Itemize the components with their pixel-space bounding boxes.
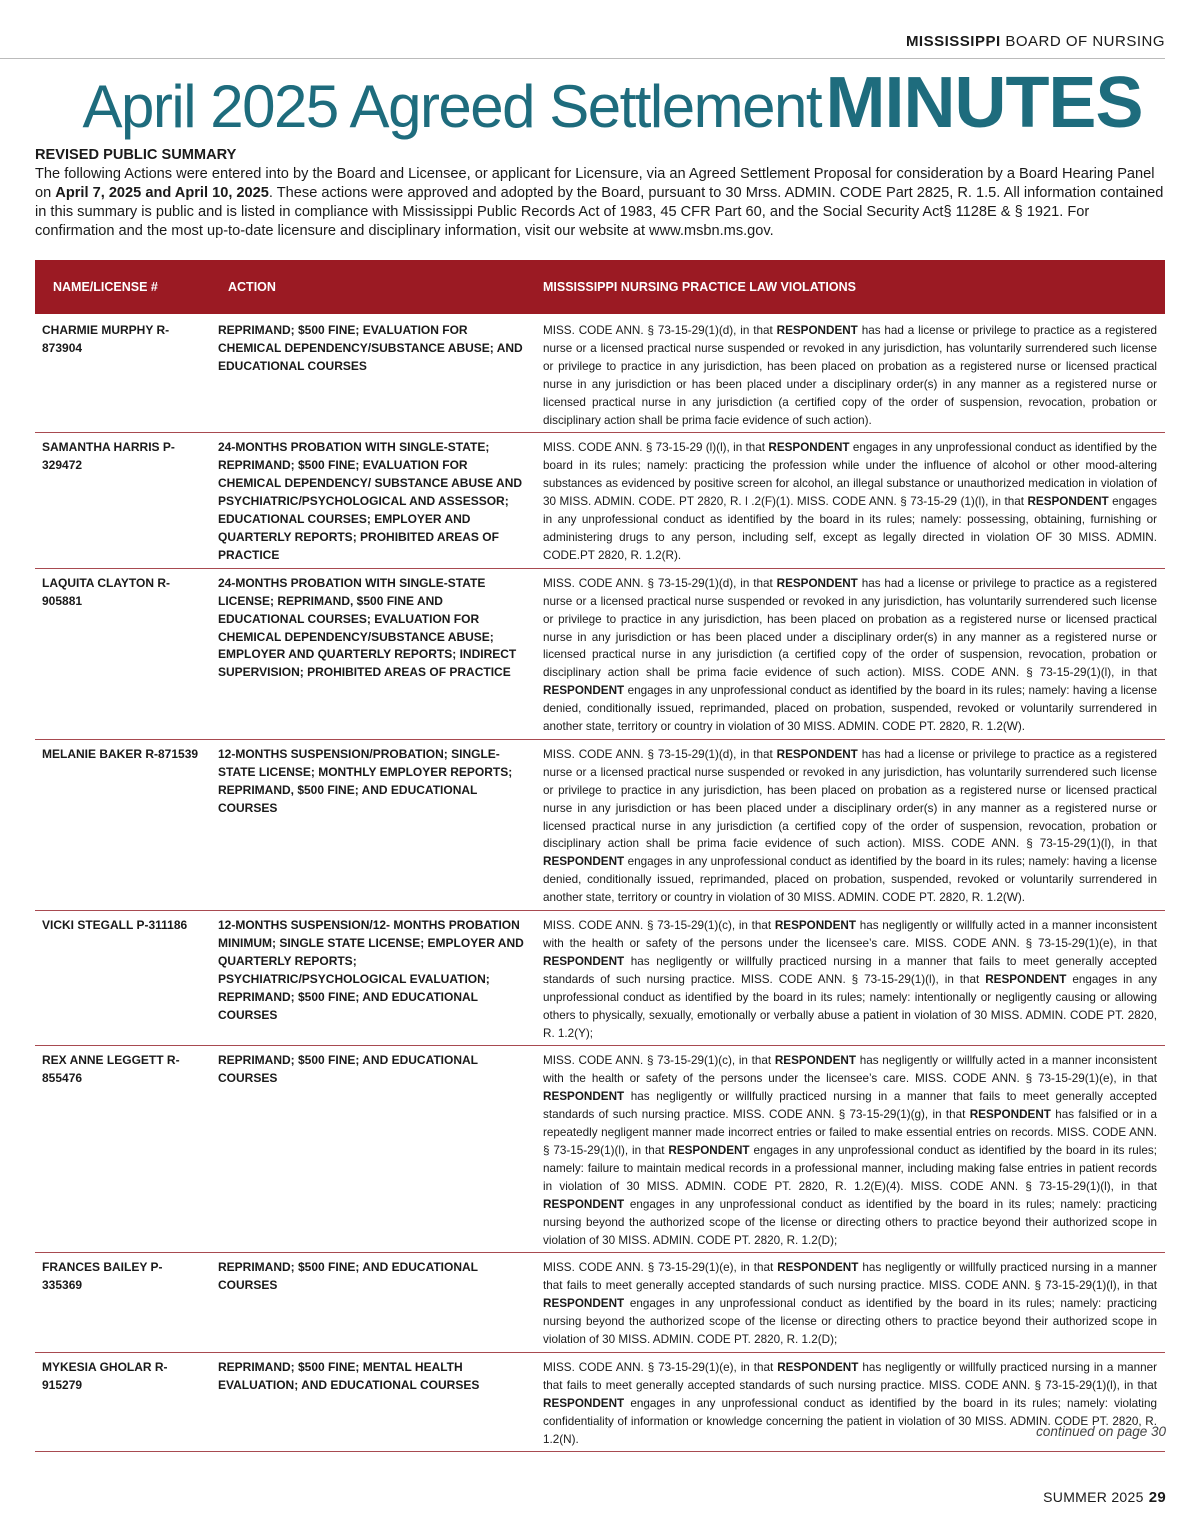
row-action: REPRIMAND; $500 FINE; AND EDUCATIONAL COURSES [210,1253,535,1353]
table-row [35,314,1165,433]
respondent-term: RESPONDENT [543,1297,625,1311]
row-violations: MISS. CODE ANN. § 73-15-29(1)(e), in that RESPONDENT has negligently or willfully practiced nursing in a manner that fails to meet generally accepted standards of such nursing practice. MISS. CODE ANN. § 73-15-29(1)(l), in that RESPONDENT engages in any unprofessional conduct as identified by the board in its rules; namely: practicing nursing beyond the authorized scope of the license or directing others to practice beyond their authorized scope in violation of 30 MISS. ADMIN. CODE PT. 2820, R. 1.2(D); [535,1253,1165,1353]
respondent-term: RESPONDENT [774,919,857,933]
page-folio [1043,1489,1166,1506]
row-violations: MISS. CODE ANN. § 73-15-29(1)(e), in that RESPONDENT has negligently or willfully practiced nursing in a manner that fails to meet generally accepted standards of such nursing practice. MISS. CODE ANN. § 73-15-29(1)(l), in that RESPONDENT engages in any unprofessional conduct as identified by the board in its rules; namely: violating confidentiality of information or knowledge concerning the patient in violation of 30 MISS. ADMIN. CODE PT. 2820, R. 1.2(N). [535,1352,1165,1452]
respondent-term: RESPONDENT [777,1360,859,1374]
row-violations: MISS. CODE ANN. § 73-15-29(1)(c), in that RESPONDENT has negligently or willfully acted in a manner inconsistent with the health or safety of the persons under the licensee’s care. MISS. CODE ANN. § 73-15-29(1)(e), in that RESPONDENT has negligently or willfully practiced nursing in a manner that fails to meet generally accepted standards of such nursing practice. MISS. CODE ANN. § 73-15-29(1)(l), in that RESPONDENT engages in any unprofessional conduct as identified by the board in its rules; namely: intentionally or negligently causing or allowing others to physically, sexually, emotionally or verbally abuse a patient in violation of 30 MISS. ADMIN. CODE PT. 2820, R. 1.2(Y); [535,911,1165,1046]
respondent-term: RESPONDENT [668,1143,750,1157]
row-name-license: SAMANTHA HARRIS P-329472 [35,433,210,568]
page-number: 29 [1148,1489,1166,1506]
row-name-license: FRANCES BAILEY P-335369 [35,1253,210,1353]
issue-label: SUMMER 2025 [1043,1489,1144,1505]
table-row [35,1253,1165,1353]
row-name-license: VICKI STEGALL P-311186 [35,911,210,1046]
table-row [35,739,1165,910]
title-heavy: MINUTES [825,63,1143,143]
row-action: REPRIMAND; $500 FINE; AND EDUCATIONAL COURSES [210,1046,535,1253]
row-action: 12-MONTHS SUSPENSION/12- MONTHS PROBATION MINIMUM; SINGLE STATE LICENSE; EMPLOYER AND QUARTERLY REPORTS; PSYCHIATRIC/PSYCHOLOGICAL EVALUATION; REPRIMAND; $500 FINE; AND EDUCATIONAL COURSES [210,911,535,1046]
respondent-term: RESPONDENT [969,1108,1051,1122]
masthead-rest: BOARD OF NURSING [1005,33,1165,50]
respondent-term: RESPONDENT [543,855,625,869]
respondent-term: RESPONDENT [543,1396,625,1410]
respondent-term: RESPONDENT [543,684,625,698]
table-row [35,433,1165,568]
col-header-action: ACTION [210,260,535,314]
respondent-term: RESPONDENT [985,972,1067,986]
table-row [35,911,1165,1046]
row-name-license: MYKESIA GHOLAR R-915279 [35,1352,210,1452]
row-action: 12-MONTHS SUSPENSION/PROBATION; SINGLE-STATE LICENSE; MONTHLY EMPLOYER REPORTS; REPRIMAND, $500 FINE; AND EDUCATIONAL COURSES [210,739,535,910]
intro-text-1: The following Actions were entered into by the Board and Licensee, or applicant for Licensure, via an Agreed Settlement Proposal for consideration by a Board Hearing Panel on [35,166,1155,201]
respondent-term: RESPONDENT [768,441,850,455]
masthead-bold: MISSISSIPPI [905,33,1001,50]
row-violations: MISS. CODE ANN. § 73-15-29(1)(d), in that RESPONDENT has had a license or privilege to practice as a registered nurse or a licensed practical nurse suspended or revoked in any jurisdiction, has voluntarily surrendered such license or privilege to practice in any jurisdiction, has been placed on probation as a registered nurse or licensed practical nurse in any jurisdiction or has been placed under a disciplinary order(s) in any manner as a registered nurse or licensed practical nurse in any jurisdiction (a certified copy of the order of suspension, revocation, probation or disciplinary action shall be prima facie evidence of such action). MISS. CODE ANN. § 73-15-29(1)(l), in that RESPONDENT engages in any unprofessional conduct as identified by the board in its rules; namely: having a license denied, conditionally issued, reprimanded, placed on probation, suspended, revoked or voluntarily surrendered in another state, territory or country in violation of 30 MISS. ADMIN. CODE PT. 2820, R. 1.2(W). [535,739,1165,910]
settlement-table [35,260,1165,1452]
title-light: April 2025 Agreed Settlement [82,73,822,140]
table-row [35,1352,1165,1452]
respondent-term: RESPONDENT [776,747,858,761]
intro-dates: April 7, 2025 and April 10, 2025 [55,185,269,201]
respondent-term: RESPONDENT [777,1261,859,1275]
respondent-term: RESPONDENT [543,1090,625,1104]
page-title [0,62,1200,144]
respondent-term: RESPONDENT [543,1197,625,1211]
row-action: REPRIMAND; $500 FINE; MENTAL HEALTH EVALUATION; AND EDUCATIONAL COURSES [210,1352,535,1452]
row-violations: MISS. CODE ANN. § 73-15-29(1)(d), in that RESPONDENT has had a license or privilege to practice as a registered nurse or a licensed practical nurse suspended or revoked in any jurisdiction, has voluntarily surrendered such license or privilege to practice in any jurisdiction, has been placed on probation as a registered nurse or licensed practical nurse in any jurisdiction or has been placed under a disciplinary order(s) in any manner as a registered nurse or licensed practical nurse in any jurisdiction (a certified copy of the order of suspension, revocation, probation or disciplinary action shall be prima facie evidence of such action). [535,314,1165,433]
row-name-license: MELANIE BAKER R-871539 [35,739,210,910]
row-action: 24-MONTHS PROBATION WITH SINGLE-STATE LICENSE; REPRIMAND, $500 FINE AND EDUCATIONAL COURSES; EVALUATION FOR CHEMICAL DEPENDENCY/SUBSTANCE ABUSE; EMPLOYER AND QUARTERLY REPORTS; INDIRECT SUPERVISION; PROHIBITED AREAS OF PRACTICE [210,568,535,739]
row-action: REPRIMAND; $500 FINE; EVALUATION FOR CHEMICAL DEPENDENCY/SUBSTANCE ABUSE; AND EDUCATIONAL COURSES [210,314,535,433]
row-name-license: REX ANNE LEGGETT R-855476 [35,1046,210,1253]
continued-note: continued on page 30 [1036,1424,1166,1439]
respondent-term: RESPONDENT [543,954,625,968]
row-name-license: LAQUITA CLAYTON R-905881 [35,568,210,739]
respondent-term: RESPONDENT [1027,495,1109,509]
masthead-divider [0,58,1165,59]
respondent-term: RESPONDENT [776,576,858,590]
row-violations: MISS. CODE ANN. § 73-15-29(1)(c), in that RESPONDENT has negligently or willfully acted in a manner inconsistent with the health or safety of the persons under the licensee’s care. MISS. CODE ANN. § 73-15-29(1)(e), in that RESPONDENT has negligently or willfully practiced nursing in a manner that fails to meet generally accepted standards of such nursing practice. MISS. CODE ANN. § 73-15-29(1)(g), in that RESPONDENT has falsified or in a repeatedly negligent manner made incorrect entries or failed to make essential entries on records. MISS. CODE ANN. § 73-15-29(1)(l), in that RESPONDENT engages in any unprofessional conduct as identified by the board in its rules; namely: failure to maintain medical records in a professional manner, including making false entries in patient records in violation of 30 MISS. ADMIN. CODE PT. 2820, R. 1.2(E)(4). MISS. CODE ANN. § 73-15-29(1)(l), in that RESPONDENT engages in any unprofessional conduct as identified by the board in its rules; namely: practicing nursing beyond the authorized scope of the license or directing others to practice beyond their authorized scope in violation of 30 MISS. ADMIN. CODE PT. 2820, R. 1.2(D); [535,1046,1165,1253]
respondent-term: RESPONDENT [774,1054,857,1068]
publication-masthead [906,33,1165,50]
row-violations: MISS. CODE ANN. § 73-15-29 (l)(l), in that RESPONDENT engages in any unprofessional conduct as identified by the board in its rules; namely: practicing the profession while under the influence of alcohol or other mood-altering substances as evidenced by positive screen for alcohol, an illegal substance or unauthorized medication in violation of 30 MISS. ADMIN. CODE. PT 2820, R. l .2(F)(1). MISS. CODE ANN. § 73-15-29 (1)(l), in that RESPONDENT engages in any unprofessional conduct as identified by the board in its rules; namely: possessing, obtaining, furnishing or administering drugs to any person, including self, except as legally directed in violation OF 30 MISS. ADMIN. CODE.PT 2820, R. 1.2(R). [535,433,1165,568]
respondent-term: RESPONDENT [776,324,858,337]
row-action: 24-MONTHS PROBATION WITH SINGLE-STATE; REPRIMAND; $500 FINE; EVALUATION FOR CHEMICAL DEPENDENCY/ SUBSTANCE ABUSE AND PSYCHIATRIC/PSYCHOLOGICAL AND ASSESSOR; EDUCATIONAL COURSES; EMPLOYER AND QUARTERLY REPORTS; PROHIBITED AREAS OF PRACTICE [210,433,535,568]
intro-heading: REVISED PUBLIC SUMMARY [35,147,237,163]
table-row [35,1046,1165,1253]
intro-summary [35,146,1170,241]
intro-paragraph [35,165,1170,241]
row-violations: MISS. CODE ANN. § 73-15-29(1)(d), in that RESPONDENT has had a license or privilege to practice as a registered nurse or a licensed practical nurse suspended or revoked in any jurisdiction, has voluntarily surrendered such license or privilege to practice in any jurisdiction, has been placed on probation as a registered nurse or licensed practical nurse in any jurisdiction or has been placed under a disciplinary order(s) in any manner as a registered nurse or licensed practical nurse in any jurisdiction (a certified copy of the order of suspension, revocation, probation or disciplinary action shall be prima facie evidence of such action). MISS. CODE ANN. § 73-15-29(1)(l), in that RESPONDENT engages in any unprofessional conduct as identified by the board in its rules; namely: having a license denied, conditionally issued, reprimanded, placed on probation, suspended, revoked or voluntarily surrendered in another state, territory or country in violation of 30 MISS. ADMIN. CODE PT. 2820, R. 1.2(W). [535,568,1165,739]
intro-text-2: . These actions were approved and adopted by the Board, pursuant to 30 Mrss. ADMIN. CODE Part 2825, R. 1.5. All information contained in this summary is public and is listed in compliance with Mississippi Public Records Act of 1983, 45 CFR Part 60, and the Social Security Act§ 1128E & § 1921. For confirmation and the most up-to-date licensure and disciplinary information, visit our website at www.msbn.ms.gov. [35,185,1164,239]
table-header-row [35,260,1165,314]
col-header-violations: MISSISSIPPI NURSING PRACTICE LAW VIOLATIONS [535,260,1165,314]
row-name-license: CHARMIE MURPHY R-873904 [35,314,210,433]
table-row [35,568,1165,739]
col-header-name: NAME/LICENSE # [35,260,210,314]
